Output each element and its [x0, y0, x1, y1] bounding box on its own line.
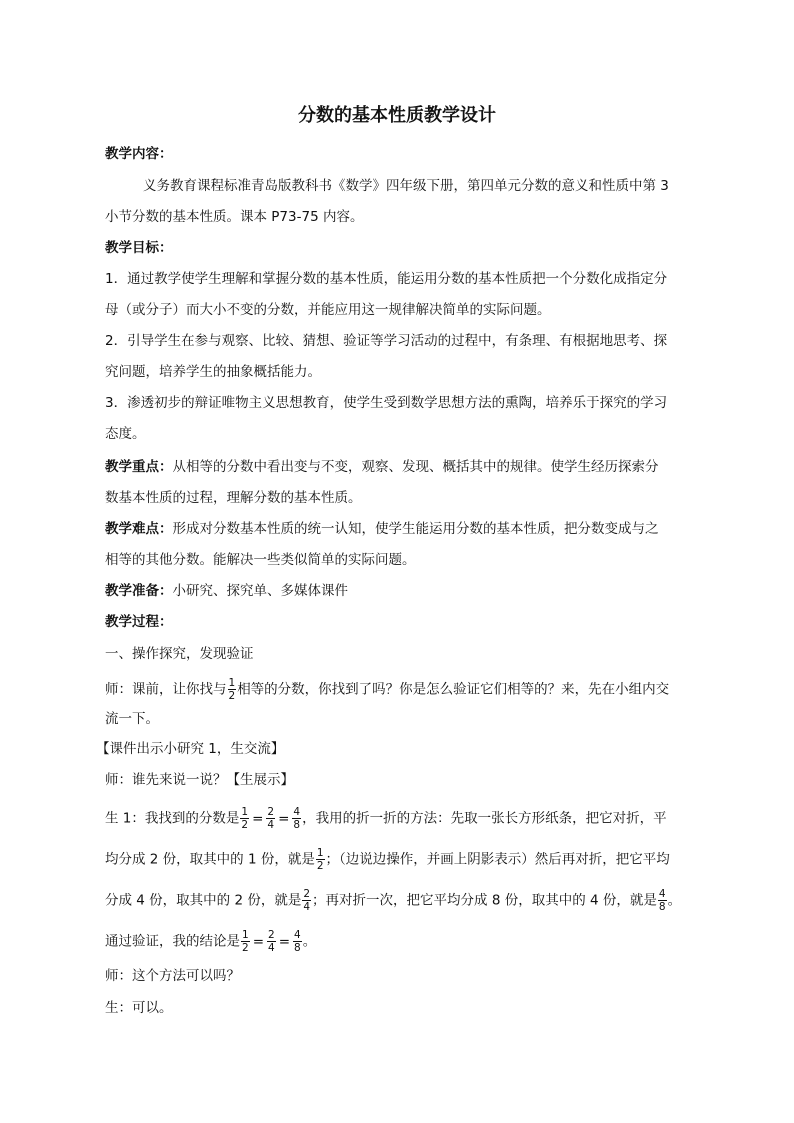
numerator: 2: [267, 806, 275, 818]
student-1-l4-pre: 通过验证，我的结论是: [105, 933, 240, 950]
fraction-four-eighths: [292, 806, 301, 831]
fraction-four-eighths: [658, 888, 667, 913]
equals-sign: =: [278, 810, 290, 827]
denominator: 4: [268, 942, 275, 954]
goals-label: 教学目标：: [105, 240, 173, 256]
numerator: 1: [228, 677, 236, 689]
difficulties: [105, 519, 659, 539]
student-2-line: 生：可以。: [105, 1000, 173, 1016]
denominator: 2: [316, 860, 324, 872]
denominator: 4: [303, 901, 311, 913]
denominator: 2: [241, 819, 249, 831]
numerator: 1: [241, 806, 249, 818]
goal-1-line-a: 1．通过教学使学生理解和掌握分数的基本性质，能运用分数的基本性质把一个分数化成指定分: [105, 271, 668, 287]
prep-label: 教学准备：: [105, 583, 173, 599]
student-1-l3-pre: 分成 4 份，取其中的 2 份，就是: [105, 892, 302, 909]
numerator: 1: [316, 847, 324, 859]
numerator: 4: [294, 929, 301, 941]
equals-sign: =: [252, 810, 264, 827]
fraction-one-half: [240, 806, 249, 831]
numerator: 2: [303, 888, 311, 900]
key-points-text-a: 从相等的分数中看出变与不变，观察、发现、概括其中的规律。使学生经历探索分: [172, 459, 659, 475]
preparation: [105, 581, 348, 601]
student-1-line-1: [105, 806, 667, 831]
numerator: 1: [242, 929, 249, 941]
goal-3-line-b: 态度。: [105, 426, 146, 442]
key-points-label: 教学重点：: [105, 459, 173, 475]
teacher-line-1-post: 相等的分数，你找到了吗？你是怎么验证它们相等的？来，先在小组内交: [237, 681, 670, 698]
equals-sign: =: [278, 933, 290, 950]
key-points: [105, 457, 659, 477]
process-label: 教学过程：: [105, 614, 173, 630]
difficulties-text-a: 形成对分数基本性质的统一认知，使学生能运用分数的基本性质，把分数变成与之: [172, 521, 659, 537]
equals-sign: =: [252, 933, 264, 950]
denominator: 2: [242, 942, 249, 954]
difficulties-text-b: 相等的其他分数。能解决一些类似简单的实际问题。: [105, 552, 416, 568]
content-line-2: 小节分数的基本性质。课本 P73-75 内容。: [105, 209, 364, 225]
student-1-pre: 生 1：我找到的分数是: [105, 810, 240, 827]
student-1-line-3: [105, 888, 681, 913]
student-1-l4-end: 。: [302, 933, 317, 950]
fraction-two-fourths: [302, 888, 311, 913]
courseware-note: 【课件出示小研究 1，生交流】: [96, 741, 285, 757]
fraction-four-eighths: [293, 929, 302, 954]
section-1-heading: 一、操作探究，发现验证: [105, 646, 254, 662]
content-label: 教学内容：: [105, 146, 173, 162]
teacher-line-1-cont: 流一下。: [105, 711, 159, 727]
denominator: 8: [294, 942, 301, 954]
denominator: 4: [267, 819, 275, 831]
fraction-one-half: [316, 847, 325, 872]
content-line-1: 义务教育课程标准青岛版教科书《数学》四年级下册，第四单元分数的意义和性质中第 3: [143, 178, 669, 194]
prep-text: 小研究、探究单、多媒体课件: [172, 583, 348, 599]
student-1-l3-mid: ；再对折一次，把它平均分成 8 份，取其中的 4 份，就是: [312, 892, 657, 909]
key-points-text-b: 数基本性质的过程，理解分数的基本性质。: [105, 490, 362, 506]
fraction-one-half: [228, 677, 237, 702]
denominator: 8: [293, 819, 301, 831]
fraction-one-half: [241, 929, 250, 954]
numerator: 2: [268, 929, 275, 941]
denominator: 8: [658, 901, 666, 913]
teacher-line-1-pre: 师：课前，让你找与: [105, 681, 227, 698]
goal-2-line-a: 2．引导学生在参与观察、比较、猜想、验证等学习活动的过程中，有条理、有根据地思考、探: [105, 333, 668, 349]
fraction-two-fourths: [266, 806, 275, 831]
goal-2-line-b: 究问题，培养学生的抽象概括能力。: [105, 364, 321, 380]
difficulties-label: 教学难点：: [105, 521, 173, 537]
teacher-line-1: [105, 677, 669, 702]
student-1-line-4: [105, 929, 316, 954]
goal-3-line-a: 3．渗透初步的辩证唯物主义思想教育，使学生受到数学思想方法的熏陶，培养乐于探究的学习: [105, 395, 668, 411]
student-1-l3-end: 。: [667, 892, 682, 909]
teacher-line-3: 师：这个方法可以吗？: [105, 968, 240, 984]
teacher-line-2: 师：谁先来说一说？【生展示】: [105, 772, 294, 788]
numerator: 4: [293, 806, 301, 818]
page-title: 分数的基本性质教学设计: [298, 105, 496, 126]
student-1-l2-pre: 均分成 2 份，取其中的 1 份，就是: [105, 851, 315, 868]
student-1-l2-post: ；（边说边操作，并画上阴影表示）然后再对折，把它平均: [325, 851, 670, 868]
student-1-line-2: [105, 847, 670, 872]
student-1-post: ，我用的折一折的方法：先取一张长方形纸条，把它对折，平: [302, 810, 667, 827]
fraction-two-fourths: [267, 929, 276, 954]
numerator: 4: [658, 888, 666, 900]
goal-1-line-b: 母（或分子）而大小不变的分数，并能应用这一规律解决简单的实际问题。: [105, 302, 551, 318]
denominator: 2: [228, 690, 236, 702]
